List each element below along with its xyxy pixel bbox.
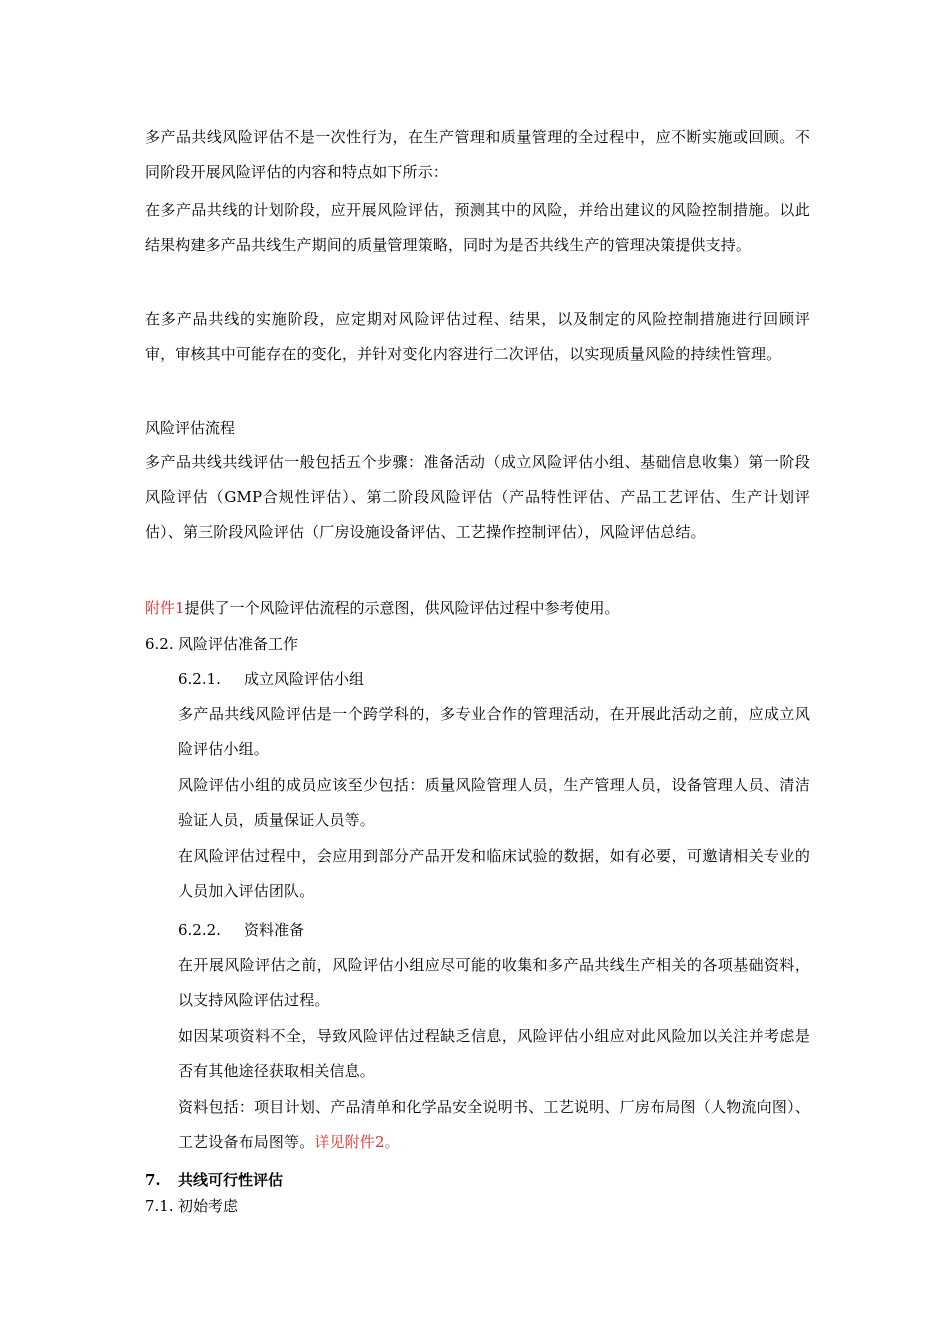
paragraph-implementation-stage: 在多产品共线的实施阶段，应定期对风险评估过程、结果，以及制定的风险控制措施进行回顾评审，审核其中可能存在的变化，并针对变化内容进行二次评估，以实现质量风险的持续性管理。: [145, 310, 810, 363]
heading-6-2: [145, 634, 298, 654]
paragraph-appendix-1: [145, 598, 620, 618]
paragraph-data-list: [178, 1090, 810, 1160]
appendix-1-link[interactable]: 附件1: [145, 599, 185, 617]
heading-7: [145, 1170, 283, 1190]
paragraph-team-establish: 多产品共线风险评估是一个跨学科的，多专业合作的管理活动，在开展此活动之前，应成立风险评估小组。: [178, 705, 810, 758]
paragraph-team-members: 风险评估小组的成员应该至少包括：质量风险管理人员，生产管理人员，设备管理人员、清洁验证人员，质量保证人员等。: [178, 776, 810, 829]
paragraph-five-steps: 多产品共线共线评估一般包括五个步骤：准备活动（成立风险评估小组、基础信息收集）第一阶段风险评估（GMP合规性评估）、第二阶段风险评估（产品特性评估、产品工艺评估、生产计划评估）、第三阶段风险评估（厂房设施设备评估、工艺操作控制评估），风险评估总结。: [145, 453, 810, 541]
appendix-1-text: 提供了一个风险评估流程的示意图，供风险评估过程中参考使用。: [184, 599, 620, 617]
heading-6-2-2-title: 资料准备: [244, 921, 305, 939]
paragraph-team-experts: 在风险评估过程中，会应用到部分产品开发和临床试验的数据，如有必要，可邀请相关专业的人员加入评估团队。: [178, 847, 810, 900]
heading-7-1-title: 初始考虑: [178, 1197, 239, 1215]
heading-6-2-2-number: 6.2.2.: [178, 921, 221, 939]
paragraph-planning-stage: 在多产品共线的计划阶段，应开展风险评估，预测其中的风险，并给出建议的风险控制措施。以此结果构建多产品共线生产期间的质量管理策略，同时为是否共线生产的管理决策提供支持。: [145, 201, 810, 254]
data-list-text: 资料包括：项目计划、产品清单和化学品安全说明书、工艺说明、厂房布局图（人物流向图）、工艺设备布局图等。: [178, 1098, 810, 1151]
paragraph-missing-data: 如因某项资料不全，导致风险评估过程缺乏信息，风险评估小组应对此风险加以关注并考虑是否有其他途径获取相关信息。: [178, 1027, 810, 1080]
heading-6-2-title: 风险评估准备工作: [178, 635, 299, 653]
heading-6-2-number: 6.2.: [145, 635, 174, 653]
heading-6-2-1-title: 成立风险评估小组: [244, 670, 365, 688]
heading-risk-assessment-process: 风险评估流程: [145, 419, 236, 437]
paragraph-risk-assessment-intro: 多产品共线风险评估不是一次性行为，在生产管理和质量管理的全过程中，应不断实施或回顾。不同阶段开展风险评估的内容和特点如下所示：: [145, 128, 810, 181]
paragraph-data-collection: 在开展风险评估之前，风险评估小组应尽可能的收集和多产品共线生产相关的各项基础资料，以支持风险评估过程。: [178, 956, 810, 1009]
heading-6-2-1-number: 6.2.1.: [178, 670, 221, 688]
appendix-2-link[interactable]: 详见附件2。: [314, 1133, 400, 1151]
heading-7-1: [145, 1196, 238, 1216]
heading-6-2-2: [178, 920, 304, 940]
heading-6-2-1: [178, 669, 364, 689]
heading-7-1-number: 7.1.: [145, 1197, 174, 1215]
heading-7-title: 共线可行性评估: [178, 1171, 284, 1189]
heading-7-number: 7.: [145, 1171, 161, 1189]
